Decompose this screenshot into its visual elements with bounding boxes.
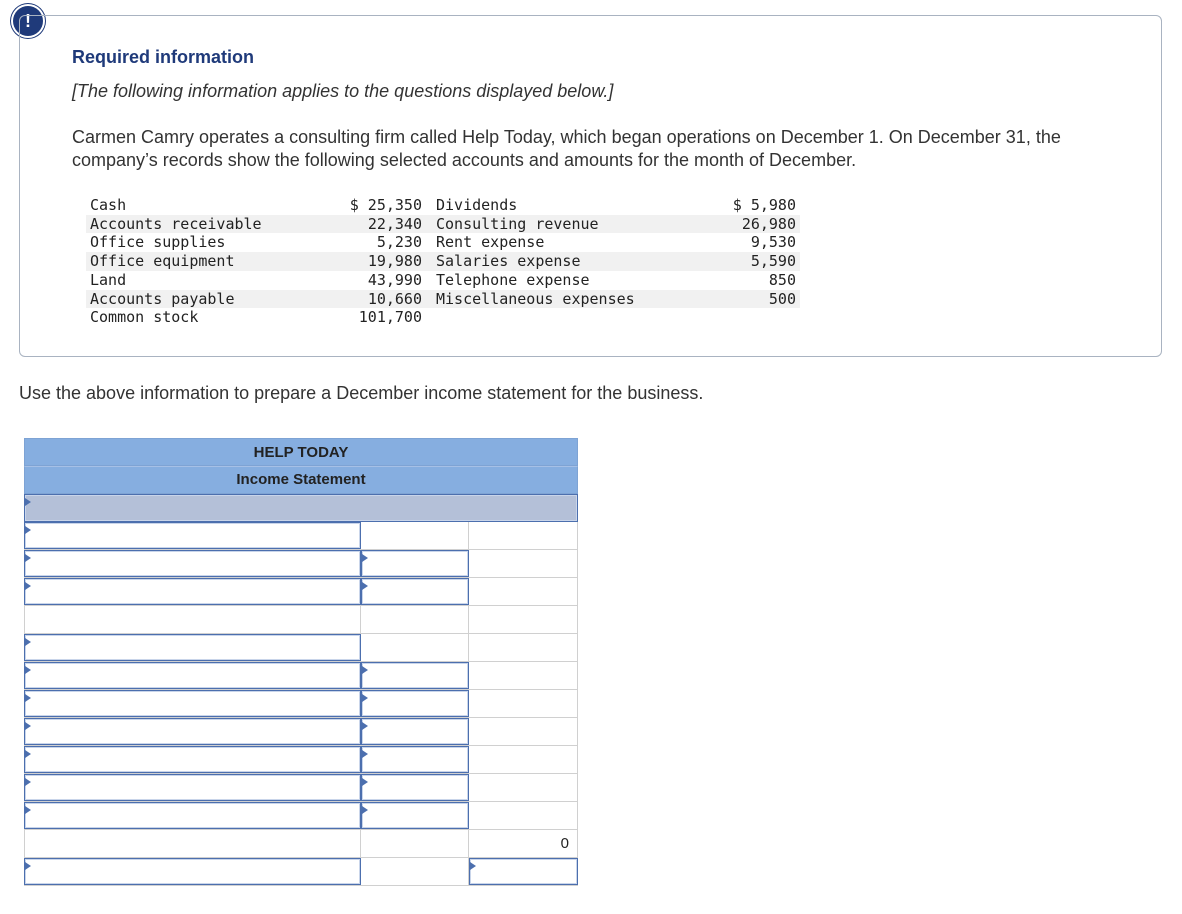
instruction-text: Use the above information to prepare a December income statement for the business.: [19, 383, 704, 403]
computed-total: 0: [469, 830, 578, 857]
amount-input[interactable]: [361, 802, 469, 829]
statement-row: [24, 690, 578, 718]
account-amount: 101,700: [358, 308, 422, 327]
label-cell: [24, 606, 361, 633]
total-cell: [469, 634, 578, 661]
account-name: Miscellaneous expenses: [426, 290, 690, 309]
amount-input[interactable]: [361, 774, 469, 801]
account-amount: 22,340: [324, 215, 426, 234]
account-dropdown[interactable]: [24, 802, 361, 829]
total-cell: [469, 718, 578, 745]
account-amount: 5,590: [690, 252, 800, 271]
account-dropdown[interactable]: [24, 690, 361, 717]
income-statement-worksheet: [24, 438, 578, 886]
account-name: Common stock: [90, 308, 199, 327]
period-input[interactable]: [24, 494, 578, 522]
total-cell: [469, 550, 578, 577]
account-amount: 500: [690, 290, 800, 309]
account-row: [86, 252, 800, 271]
statement-row: [24, 578, 578, 606]
statement-row: [24, 746, 578, 774]
account-dropdown[interactable]: [24, 858, 361, 885]
amount-input[interactable]: [361, 718, 469, 745]
statement-row: [24, 662, 578, 690]
total-cell: [469, 774, 578, 801]
account-name: Rent expense: [436, 233, 545, 252]
account-name: Land: [90, 270, 127, 289]
amount-cell: [361, 606, 469, 633]
statement-row: [24, 634, 578, 662]
account-name: Salaries expense: [426, 252, 690, 271]
amount-cell: [361, 522, 469, 549]
account-name: Cash: [90, 196, 127, 214]
total-cell: [469, 606, 578, 633]
amount-input[interactable]: [361, 578, 469, 605]
account-dropdown[interactable]: [24, 550, 361, 577]
label-cell: [24, 830, 361, 857]
statement-row: [24, 802, 578, 830]
amount-input[interactable]: [361, 746, 469, 773]
account-amount: $ 25,350: [349, 196, 422, 214]
problem-description: Carmen Camry operates a consulting firm called Help Today, which began operations on December 1. On December 31, the company’s records show the following selected accounts and amounts for the month of December.: [72, 127, 1061, 170]
amount-input[interactable]: [361, 690, 469, 717]
account-amount: [690, 308, 800, 327]
total-cell: [469, 578, 578, 605]
net-income-input[interactable]: [469, 858, 578, 885]
account-dropdown[interactable]: [24, 774, 361, 801]
account-amount: 19,980: [324, 252, 426, 271]
statement-row: [24, 774, 578, 802]
account-name: Telephone expense: [436, 270, 590, 289]
account-name: Accounts payable: [86, 290, 324, 309]
amount-input[interactable]: [361, 550, 469, 577]
account-amount: 5,230: [376, 233, 422, 252]
account-row: [86, 233, 800, 252]
total-cell: [469, 522, 578, 549]
statement-row: [24, 550, 578, 578]
statement-row: [24, 718, 578, 746]
account-name: Accounts receivable: [86, 215, 324, 234]
account-amount: 850: [768, 270, 796, 289]
total-cell: [469, 690, 578, 717]
account-name: Dividends: [436, 196, 518, 214]
account-row: [86, 271, 800, 290]
account-dropdown[interactable]: [24, 634, 361, 661]
account-row: [86, 215, 800, 234]
total-cell: [469, 662, 578, 689]
required-info-subtitle: [The following information applies to the questions displayed below.]: [72, 81, 614, 101]
account-dropdown[interactable]: [24, 662, 361, 689]
statement-row: [24, 522, 578, 550]
amount-cell: [361, 830, 469, 857]
statement-row: [24, 606, 578, 634]
required-info-title: Required information: [72, 47, 255, 67]
account-row: [86, 290, 800, 309]
amount-input[interactable]: [361, 662, 469, 689]
statement-row: [24, 858, 578, 886]
total-cell: [469, 802, 578, 829]
account-name: Consulting revenue: [426, 215, 690, 234]
amount-cell: [361, 858, 469, 885]
total-cell: [469, 746, 578, 773]
account-amount: 26,980: [690, 215, 800, 234]
account-amount: 43,990: [367, 270, 422, 289]
account-name: Office equipment: [86, 252, 324, 271]
account-dropdown[interactable]: [24, 578, 361, 605]
account-amount: $ 5,980: [732, 196, 796, 214]
accounts-table: [86, 196, 800, 327]
company-name-header: HELP TODAY: [24, 438, 578, 466]
account-amount: 10,660: [324, 290, 426, 309]
statement-title-header: Income Statement: [24, 466, 578, 494]
account-row: [86, 196, 800, 215]
account-dropdown[interactable]: [24, 522, 361, 549]
account-row: [86, 308, 800, 327]
account-name: Office supplies: [90, 233, 226, 252]
account-name: [426, 308, 690, 327]
account-dropdown[interactable]: [24, 746, 361, 773]
alert-icon: !: [13, 6, 43, 36]
statement-row: [24, 830, 578, 858]
amount-cell: [361, 634, 469, 661]
account-amount: 9,530: [750, 233, 796, 252]
account-dropdown[interactable]: [24, 718, 361, 745]
